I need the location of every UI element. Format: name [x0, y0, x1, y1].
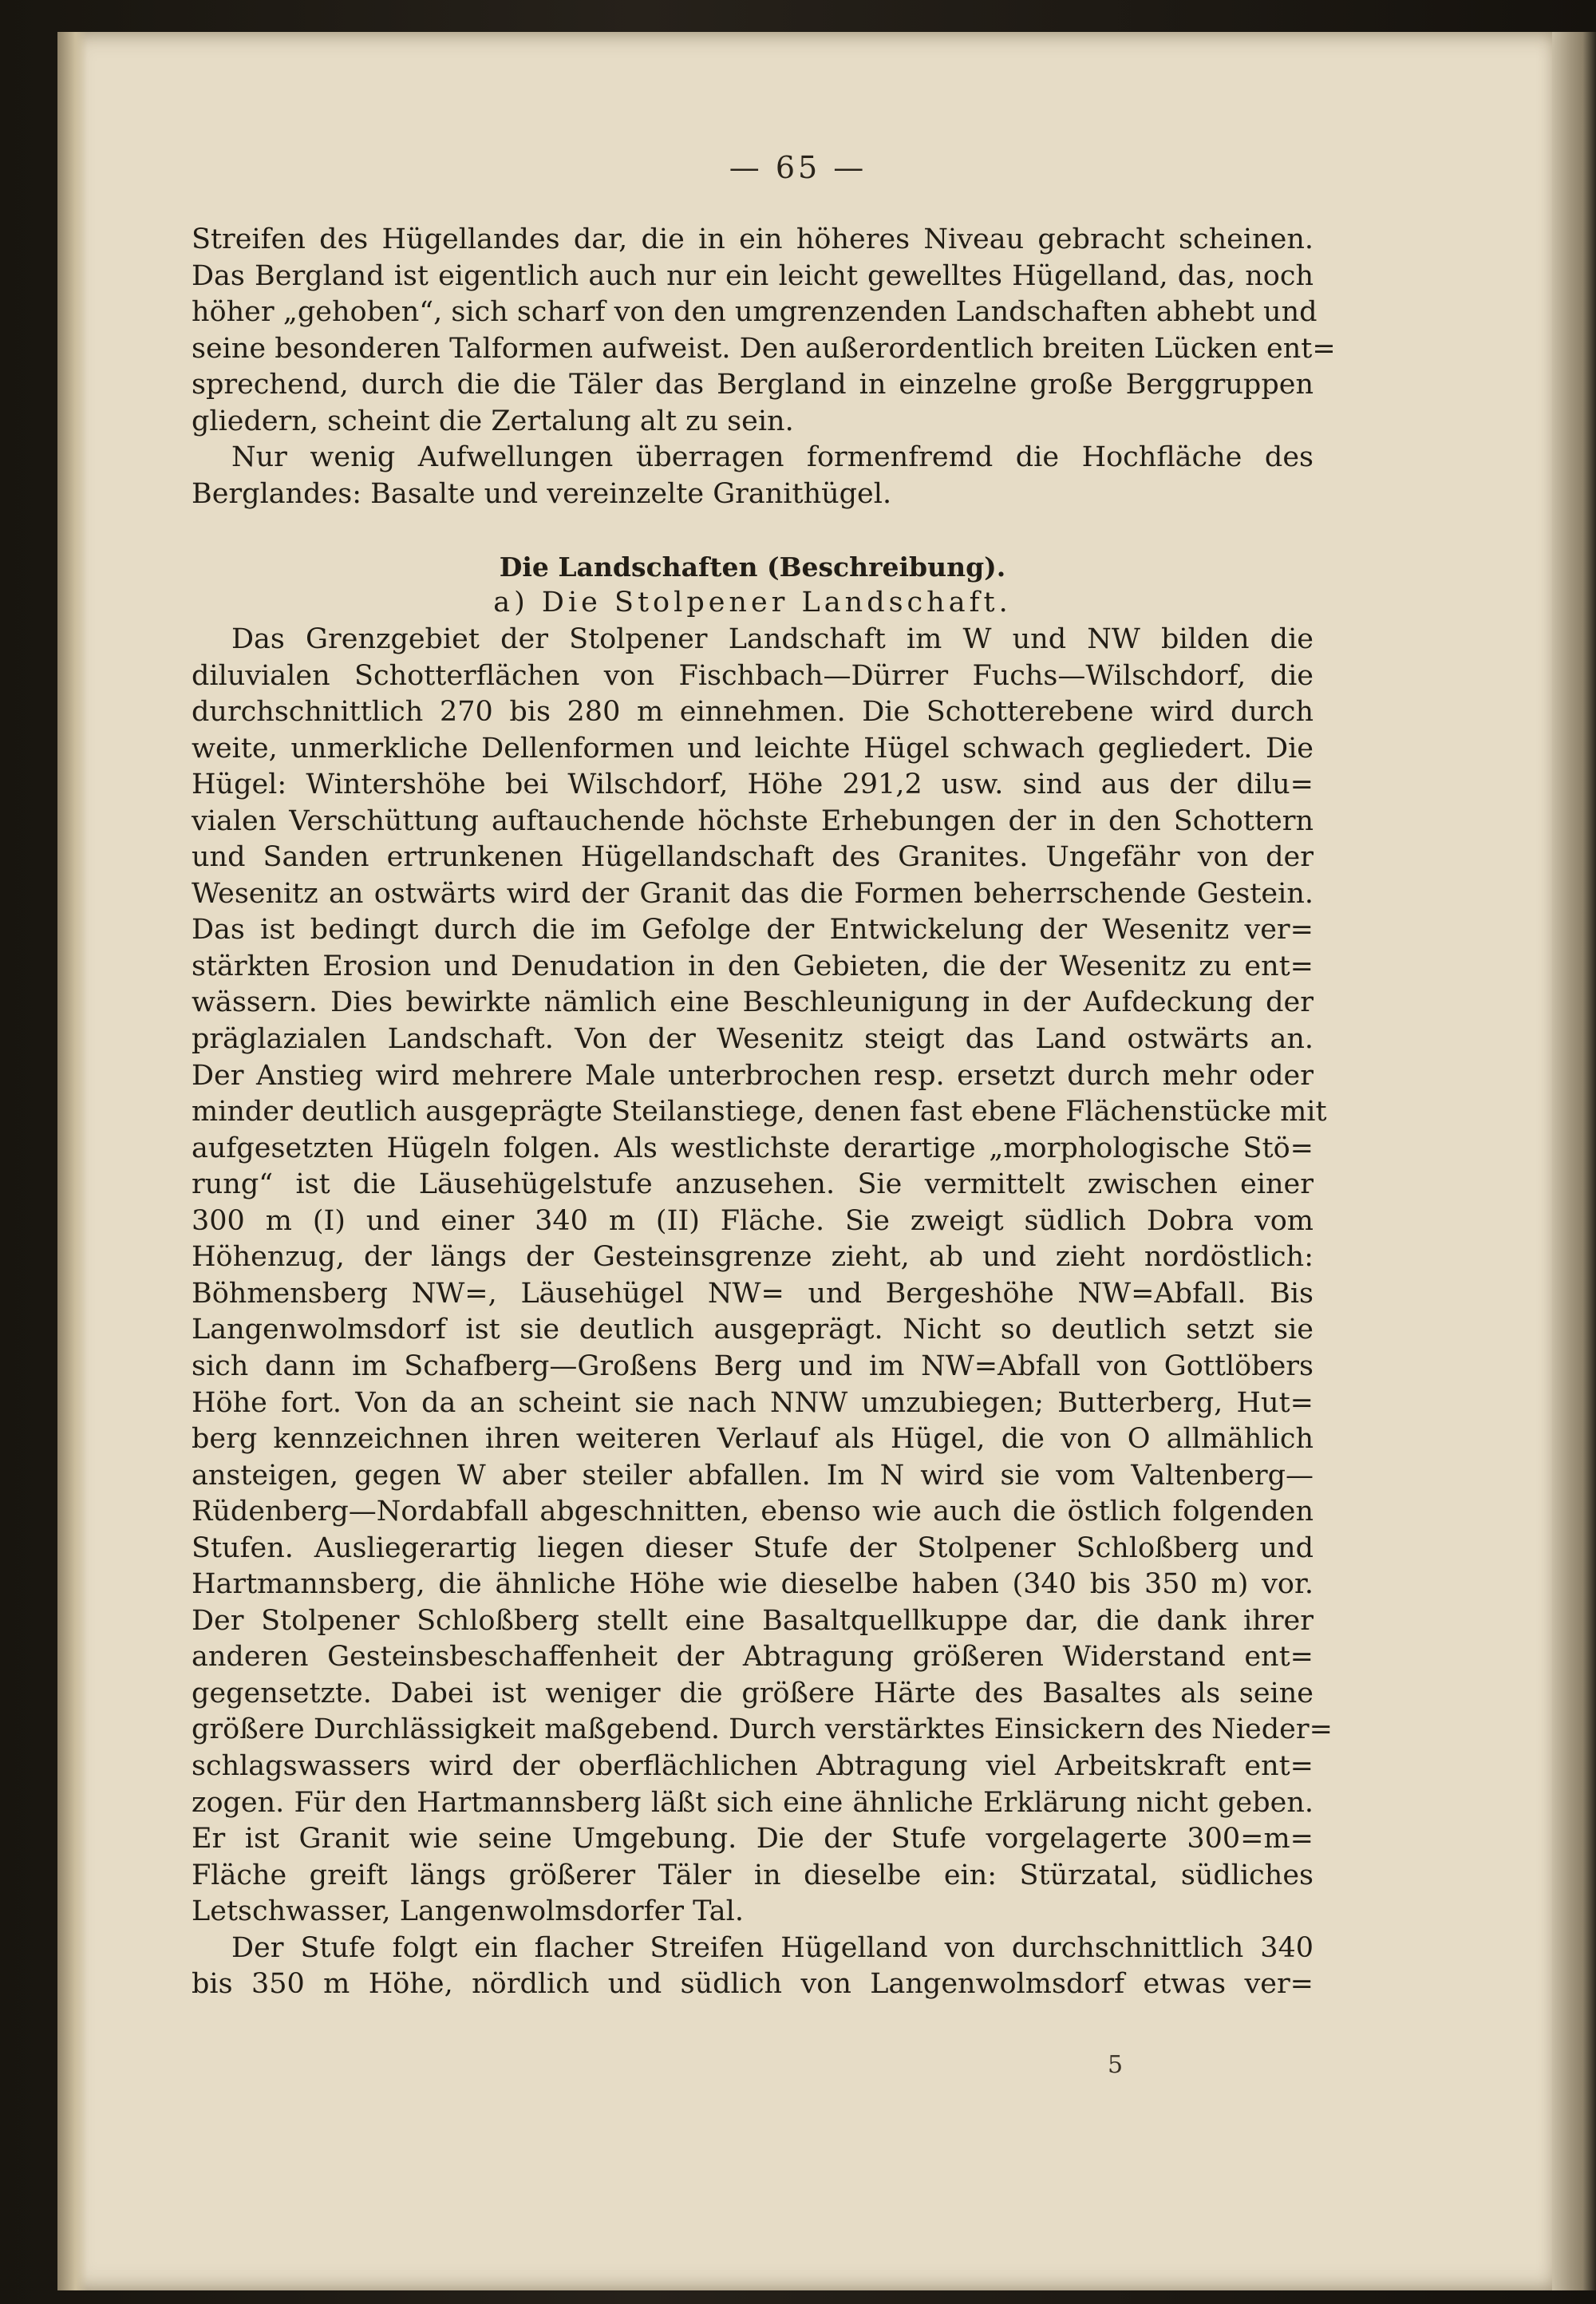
page-number: — 65 —: [729, 150, 867, 185]
text-line: und Sanden ertrunkenen Hügellandschaft des Granites. Ungefähr von der: [192, 841, 1314, 874]
text-line: Hartmannsberg, die ähnliche Höhe wie dieselbe haben (340 bis 350 m) vor.: [192, 1568, 1314, 1601]
text-line: Hügel: Wintershöhe bei Wilschdorf, Höhe 291,2 usw. sind aus der dilu=: [192, 769, 1314, 801]
text-line: Berglandes: Basalte und vereinzelte Granithügel.: [192, 477, 892, 510]
text-line: Wesenitz an ostwärts wird der Granit das die Formen beherrschende Gestein.: [192, 877, 1314, 910]
text-line: anderen Gesteinsbeschaffenheit der Abtragung größeren Widerstand ent=: [192, 1641, 1314, 1674]
text-line: ansteigen, gegen W aber steiler abfallen. Im N wird sie vom Valtenberg—: [192, 1459, 1314, 1492]
text-line: Böhmensberg NW=, Läusehügel NW= und Bergeshöhe NW=Abfall. Bis: [192, 1277, 1314, 1310]
body-text: [192, 222, 1336, 2003]
text-line: bis 350 m Höhe, nördlich und südlich von Langenwolmsdorf etwas ver=: [192, 1968, 1314, 2001]
text-line: vialen Verschüttung auftauchende höchste Erhebungen der in den Schottern: [192, 804, 1314, 837]
text-line: Der Stufe folgt ein flacher Streifen Hügelland von durchschnittlich 340: [231, 1931, 1314, 1964]
text-line: Letschwasser, Langenwolmsdorfer Tal.: [192, 1895, 744, 1928]
text-line: Das Grenzgebiet der Stolpener Landschaft im W und NW bilden die: [231, 623, 1314, 656]
text-line: präglazialen Landschaft. Von der Wesenitz steigt das Land ostwärts an.: [192, 1023, 1314, 1056]
section-heading: Die Landschaften (Beschreibung).: [499, 551, 1006, 583]
text-line: Streifen des Hügellandes dar, die in ein höheres Niveau gebracht scheinen.: [192, 223, 1314, 255]
text-line: Nur wenig Aufwellungen überragen formenfremd die Hochfläche des: [231, 441, 1314, 474]
text-line: wässern. Dies bewirkte nämlich eine Beschleunigung in der Aufdeckung der: [192, 986, 1314, 1019]
text-line: Der Stolpener Schloßberg stellt eine Basaltquellkuppe dar, die dank ihrer: [192, 1604, 1314, 1637]
text-line: diluvialen Schotterflächen von Fischbach—Dürrer Fuchs—Wilschdorf, die: [192, 659, 1314, 692]
text-line: Langenwolmsdorf ist sie deutlich ausgeprägt. Nicht so deutlich setzt sie: [192, 1314, 1314, 1346]
text-line: 300 m (I) und einer 340 m (II) Fläche. Sie zweigt südlich Dobra vom: [192, 1204, 1314, 1237]
text-line: Höhenzug, der längs der Gesteinsgrenze zieht, ab und zieht nordöstlich:: [192, 1241, 1314, 1274]
text-line: größere Durchlässigkeit maßgebend. Durch verstärktes Einsickern des Nieder=: [192, 1713, 1333, 1746]
subsection-heading: a) Die Stolpener Landschaft.: [493, 587, 1012, 619]
page-gutter: [57, 32, 88, 2290]
text-line: Das Bergland ist eigentlich auch nur ein leicht gewelltes Hügelland, das, noch: [192, 259, 1314, 292]
page-edge: [1552, 32, 1596, 2290]
text-line: zogen. Für den Hartmannsberg läßt sich eine ähnliche Erklärung nicht geben.: [192, 1786, 1314, 1819]
text-line: Höhe fort. Von da an scheint sie nach NNW umzubiegen; Butterberg, Hut=: [192, 1386, 1314, 1419]
text-line: sich dann im Schafberg—Großens Berg und im NW=Abfall von Gottlöbers: [192, 1350, 1314, 1382]
text-line: Der Anstieg wird mehrere Male unterbrochen resp. ersetzt durch mehr oder: [192, 1059, 1314, 1092]
text-line: seine besonderen Talformen aufweist. Den außerordentlich breiten Lücken ent=: [192, 332, 1336, 365]
text-line: [192, 512, 1314, 549]
signature-mark: 5: [1108, 2051, 1124, 2079]
text-line: Er ist Granit wie seine Umgebung. Die der Stufe vorgelagerte 300=m=: [192, 1823, 1314, 1855]
text-line: stärkten Erosion und Denudation in den Gebieten, die der Wesenitz zu ent=: [192, 950, 1314, 982]
text-line: minder deutlich ausgeprägte Steilanstiege, denen fast ebene Flächenstücke mit: [192, 1096, 1327, 1128]
text-line: durchschnittlich 270 bis 280 m einnehmen. Die Schotterebene wird durch: [192, 696, 1314, 729]
text-line: aufgesetzten Hügeln folgen. Als westlichste derartige „morphologische Stö=: [192, 1132, 1314, 1164]
text-line: berg kennzeichnen ihren weiteren Verlauf als Hügel, die von O allmählich: [192, 1423, 1314, 1456]
text-line: rung“ ist die Läusehügelstufe anzusehen. Sie vermittelt zwischen einer: [192, 1168, 1314, 1201]
text-line: gegensetzte. Dabei ist weniger die größere Härte des Basaltes als seine: [192, 1677, 1314, 1709]
text-line: Das ist bedingt durch die im Gefolge der Entwickelung der Wesenitz ver=: [192, 914, 1314, 946]
text-line: Rüdenberg—Nordabfall abgeschnitten, ebenso wie auch die östlich folgenden: [192, 1496, 1314, 1528]
text-line: sprechend, durch die die Täler das Bergland in einzelne große Berggruppen: [192, 369, 1314, 401]
text-line: Fläche greift längs größerer Täler in dieselbe ein: Stürzatal, südliches: [192, 1859, 1314, 1891]
text-line: schlagswassers wird der oberflächlichen Abtragung viel Arbeitskraft ent=: [192, 1749, 1314, 1782]
text-line: gliedern, scheint die Zertalung alt zu sein.: [192, 405, 794, 437]
text-line: Stufen. Ausliegerartig liegen dieser Stufe der Stolpener Schloßberg und: [192, 1531, 1314, 1564]
text-line: höher „gehoben“, sich scharf von den umgrenzenden Landschaften abhebt und: [192, 296, 1317, 329]
text-line: weite, unmerkliche Dellenformen und leichte Hügel schwach gegliedert. Die: [192, 732, 1314, 765]
